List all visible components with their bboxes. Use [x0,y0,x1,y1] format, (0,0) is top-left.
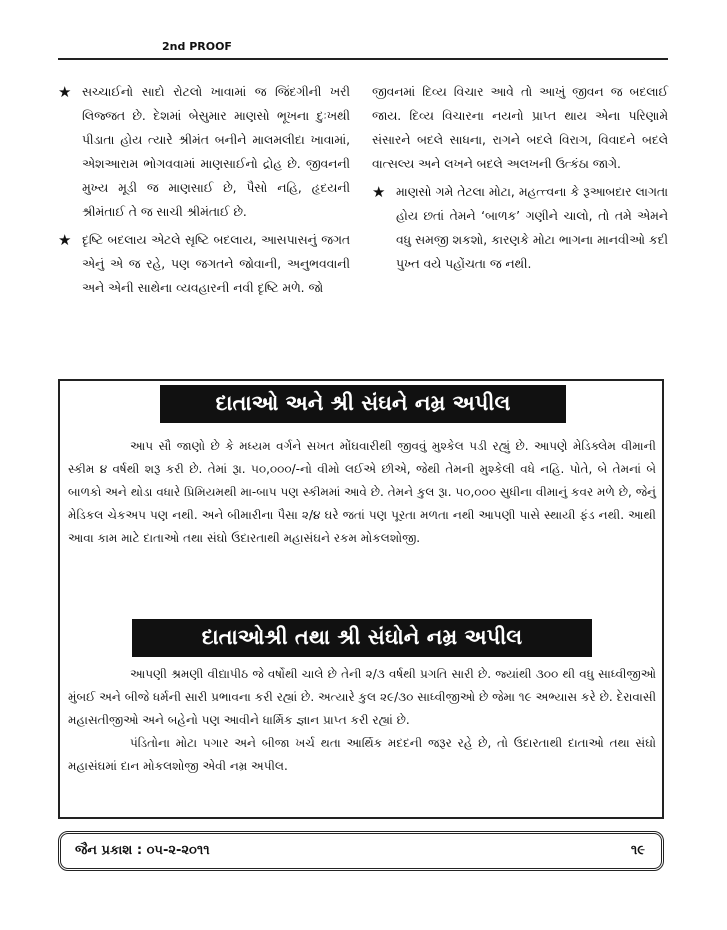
top-rule [58,58,668,60]
quote-continuation: જીવનમાં દિવ્ય વિચાર આવે તો આખું જીવન જ બદલાઈ જાય. દિવ્ય વિચારના નયનો પ્રાપ્ત થાય એના પરિણામે સંસારને બદલે સાધના, રાગને બદલે વિરાગ, વિવાદને બદલે વાત્સલ્ય અને લખને બદલે અલખની ઉત્કંઠા જાગે. [372,85,668,171]
star-icon: ★ [58,83,72,101]
appeal-title-sanghs: દાતાઓશ્રી તથા શ્રી સંઘોને નમ્ર અપીલ [132,619,592,657]
quote-item [372,180,668,276]
appeal-title-donors: દાતાઓ અને શ્રી સંઘને નમ્ર અપીલ [160,385,566,423]
right-column [372,80,668,276]
publication-date: જૈન પ્રકાશ : ૦૫-૨-૨૦૧૧ [75,843,210,858]
page-footer [58,831,664,871]
proof-label: 2nd PROOF [162,40,232,53]
appeal-text-donors: આપ સૌ જાણો છે કે મધ્યમ વર્ગને સખત મોંઘવારીથી જીવવું મુશ્કેલ પડી રહ્યું છે. આપણે મેડિક્લેમ વીમાની સ્કીમ ૪ વર્ષથી શરૂ કરી છે. તેમાં રૂા. ૫૦,૦૦૦/-નો વીમો લઈએ છીએ, જેથી તેમની મુશ્કેલી વધે નહિ. પોતે, બે તેમનાં બે બાળકો અને થોડા વધારે પ્રિમિયમથી મા-બાપ પણ સ્કીમમાં આવે છે. તેમને કુલ રૂા. ૫૦,૦૦૦ સુધીના વીમાનું કવર મળે છે, જેનું મેડિકલ ચેકઅપ પણ નથી. અને બીમારીના પૈસા ૨/૪ ઘરે જતાં પણ પૂરતા મળતા નથી આપણી પાસે સ્થાયી ફંડ નથી. આથી આવા કામ માટે દાતાઓ તથા સંઘો ઉદારતાથી મહાસંઘને રકમ મોકલશોજી. [68,439,656,545]
appeal-paragraph: પંડિતોના મોટા પગાર અને બીજા ખર્ચ થતા આર્થિક મદદની જરૂર રહે છે, તો ઉદારતાથી દાતાઓ તથા સંઘો મહાસંઘમાં દાન મોકલશોજી એવી નમ્ર અપીલ. [68,736,656,773]
appeal-box [58,379,664,819]
star-icon: ★ [372,183,386,201]
left-column [58,80,350,300]
quote-item [58,80,350,224]
appeal-paragraph: આપણી શ્રમણી વીદ્યાપીઠ જે વર્ષોથી ચાલે છે તેની ૨/૩ વર્ષથી પ્રગતિ સારી છે. જ્યાંથી ૩૦૦ થી વધુ સાધ્વીજીઓ મુંબઈ અને બીજે ધર્મની સારી પ્રભાવના કરી રહ્યાં છે. અત્યારે કુલ ૨૯/૩૦ સાધ્વીજીઓ છે જેમા ૧૯ અભ્યાસ કરે છે. દેરાવાસી મહાસતીજીઓ અને બહેનો પણ આવીને ધાર્મિક જ્ઞાન પ્રાપ્ત કરી રહ્યાં છે. [68,667,656,727]
quote-text: સચ્ચાઈનો સાદો રોટલો ખાવામાં જ જિંદગીની ખરી લિજ્જત છે. દેશમાં બેસુમાર માણસો ભૂખના દુઃખથી પીડાતા હોય ત્યારે શ્રીમંત બનીને માલમલીદા ખાવામાં, એશઆરામ ભોગવવામાં માણસાઈનો દ્રોહ છે. જીવનની મુખ્ય મૂડી જ માણસાઈ છે, પૈસો નહિ, હૃદયની શ્રીમંતાઈ તે જ સાચી શ્રીમંતાઈ છે. [82,85,350,219]
quote-text: માણસો ગમે તેટલા મોટા, મહત્ત્વના કે રૂઆબદાર લાગતા હોય છતાં તેમને ‘બાળક’ ગણીને ચાલો, તો તમે એમને વધુ સમજી શકશો, કારણકે મોટા ભાગના માનવીઓ કદી પુખ્ત વયે પહોંચતા જ નથી. [396,185,668,271]
page-number: ૧૯ [630,843,645,858]
star-icon: ★ [58,231,72,249]
quote-text: દૃષ્ટિ બદલાય એટલે સૃષ્ટિ બદલાય, આસપાસનું જગત એનું એ જ રહે, પણ જગતને જોવાની, અનુભવવાની અને એની સાથેના વ્યવહારની નવી દૃષ્ટિ મળે. જો [82,233,350,295]
appeal-text-sanghs [68,663,656,778]
quote-item [58,228,350,300]
